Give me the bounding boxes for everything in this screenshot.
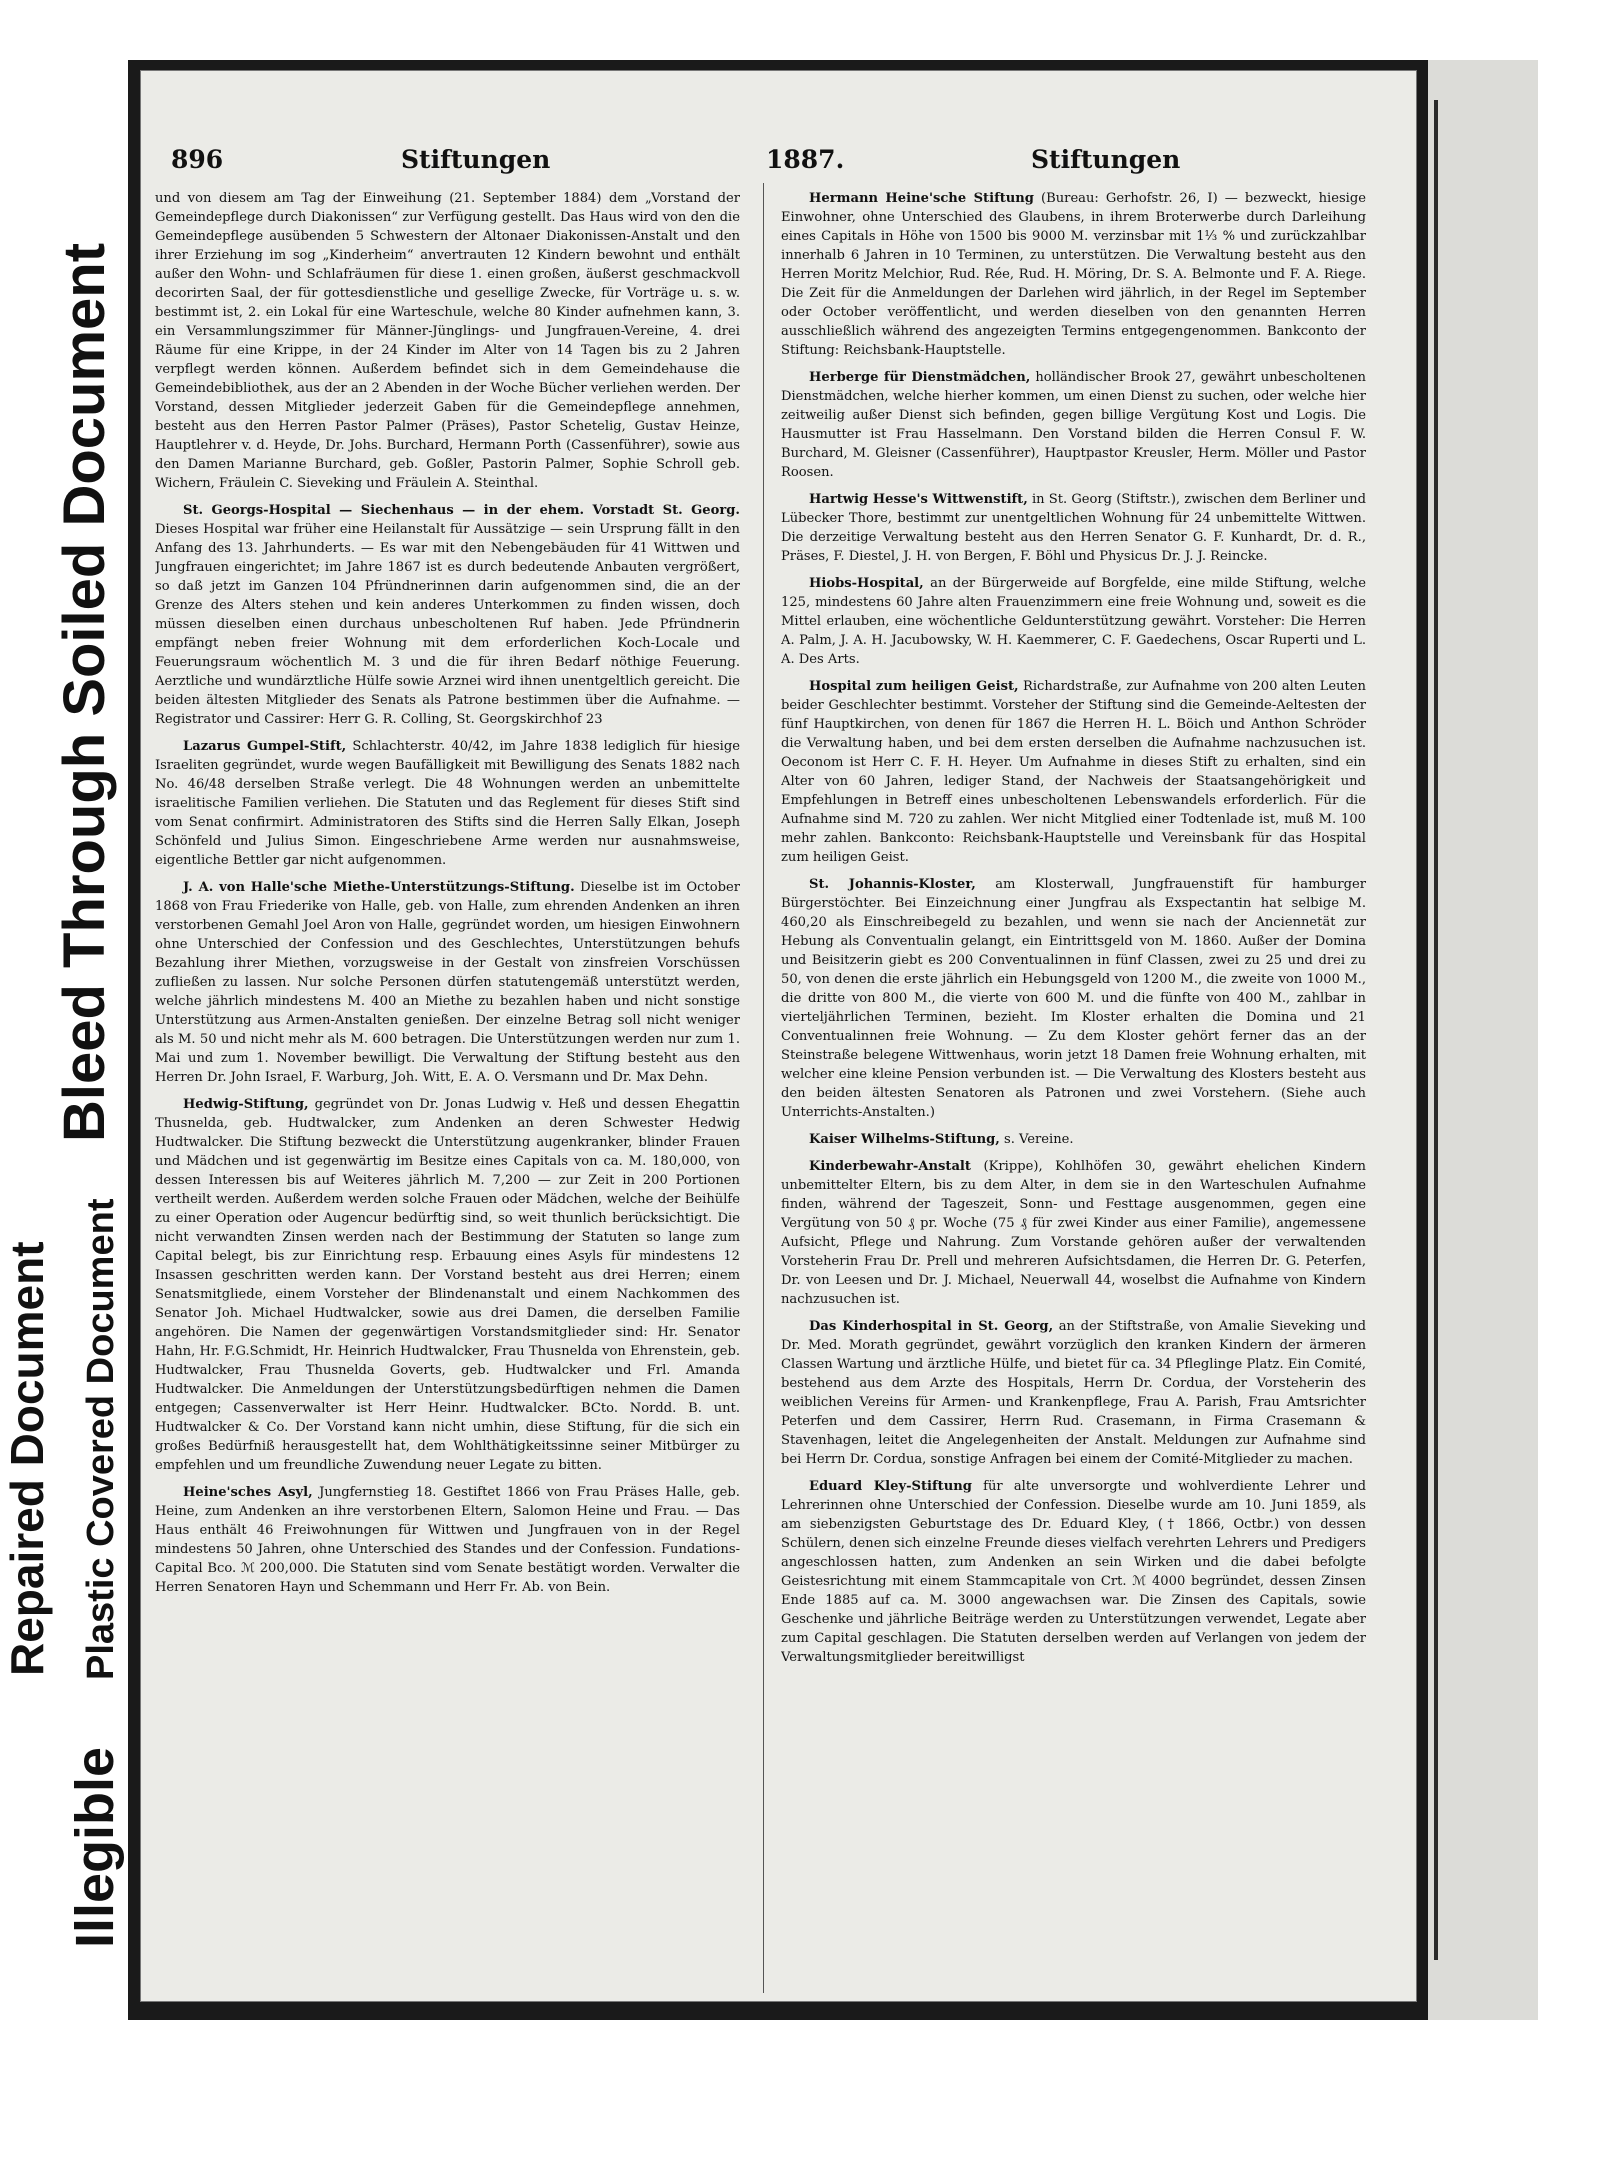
entry-title: Lazarus Gumpel-Stift, (183, 739, 347, 754)
scanned-page (128, 60, 1538, 2020)
document-condition-labels (0, 0, 130, 2177)
entry-title: J. A. von Halle'sche Miethe-Unterstützungs-Stiftung. (183, 880, 575, 895)
paragraph: Kaiser Wilhelms-Stiftung, s. Vereine. (809, 1132, 1074, 1147)
paragraph: J. A. von Halle'sche Miethe-Unterstützungs-Stiftung. Dieselbe ist im October 1868 von Frau Friederike von Halle, geb. von Halle, zum ehrenden Andenken an ihren verstorbenen Gemahl Joel Aron von Halle, gegründet worden, um hiesigen Einwohnern ohne Unterschied der Confession und des Geschlechtes, Unterstützungen behufs Bezahlung ihrer Miethen, vorzugsweise in der Gestalt von zinsfreien Vorschüssen zufließen zu lassen. Nur solche Personen dürfen statutengemäß unterstützt werden, welche jährlich mindestens M. 400 an Miethe zu bezahlen haben und nicht sonstige Unterstützung aus Armen-Anstalten genießen. Der einzelne Betrag soll nicht weniger als M. 50 und nicht mehr als M. 600 betragen. Die Unterstützungen werden nur zum 1. Mai und zum 1. November bewilligt. Die Verwaltung der Stiftung besteht aus den Herren Dr. John Israel, F. Warburg, Joh. Witt, E. A. O. Versmann und Dr. Max Dehn. (155, 880, 740, 1085)
paragraph: Heine'sches Asyl, Jungfernstieg 18. Gestiftet 1866 von Frau Präses Halle, geb. Heine, zum Andenken an ihre verstorbenen Eltern, Salomon Heine und Frau. — Das Haus enthält 46 Freiwohnungen für Wittwen und Jungfrauen von in der Regel mindestens 50 Jahren, ohne Unterschied des Standes und der Confession. Fundations-Capital Bco. ℳ 200,000. Die Statuten sind vom Senate bestätigt worden. Verwalter die Herren Senatoren Hayn und Schemmann und Herr Fr. Ab. von Bein. (155, 1485, 740, 1595)
paragraph: Lazarus Gumpel-Stift, Schlachterstr. 40/42, im Jahre 1838 lediglich für hiesige Israeliten gegründet, wurde wegen Baufälligkeit mit Bewilligung des Senats 1882 nach No. 46/48 derselben Straße verlegt. Die 48 Wohnungen werden an unbemittelte israelitische Familien verliehen. Die Statuten und das Reglement für dieses Stift sind vom Senat confirmirt. Administratoren des Stifts sind die Herren Sally Elkan, Joseph Schönfeld und Julius Simon. Eingeschriebene Arme werden nur ausnahmsweise, eigentliche Bettler gar nicht aufgenommen. (155, 739, 740, 868)
paragraph: Hermann Heine'sche Stiftung (Bureau: Gerhofstr. 26, I) — bezweckt, hiesige Einwohner, ohne Unterschied des Glaubens, in ihrem Broterwerbe durch Darleihung eines Capitals in Höhe von 1500 bis 9000 M. verzinsbar mit 1⅓ % und zurückzahlbar innerhalb 6 Jahren in 10 Terminen, zu unterstützen. Die Verwaltung besteht aus den Herren Moritz Melchior, Rud. Rée, Rud. H. Möring, Dr. S. A. Belmonte und F. A. Riege. Die Zeit für die Anmeldungen der Darlehen wird jährlich, in der Regel im September oder October veröffentlicht, und werden dieselben von den genannten Herren ausschließlich während des angezeigten Termins entgegengenommen. Bankconto der Stiftung: Reichsbank-Hauptstelle. (781, 191, 1366, 358)
entry-title: St. Johannis-Kloster, (809, 877, 976, 892)
paragraph: St. Johannis-Kloster, am Klosterwall, Jungfrauenstift für hamburger Bürgerstöchter. Bei Einzeichnung einer Jungfrau als Exspectantin hat selbige M. 460,20 als Einschreibegeld zu bezahlen, und wenn sie nach der Anciennetät zur Hebung als Conventualin gelangt, ein Eintrittsgeld von M. 1860. Außer der Domina und Beisitzerin giebt es 200 Conventualinnen in fünf Classen, zwei zu 25 und drei zu 50, von denen die erste jährlich ein Hebungsgeld von 1200 M., die zweite von 1000 M., die dritte von 800 M., die vierte von 600 M. und die fünfte von 400 M., zahlbar in vierteljährlichen Terminen, bezieht. Im Kloster erhalten die Domina und 21 Conventualinnen freie Wohnung. — Zu dem Kloster gehört ferner das an der Steinstraße belegene Wittwenhaus, worin jetzt 18 Damen freie Wohnung erhalten, mit welcher eine kleine Pension verbunden ist. — Die Verwaltung des Klosters besteht aus den beiden ältesten Senatoren als Patronen und zwei Vorstehern. (Siehe auch Unterrichts-Anstalten.) (781, 877, 1366, 1120)
column-divider (763, 183, 764, 1993)
paragraph: St. Georgs-Hospital — Siechenhaus — in der ehem. Vorstadt St. Georg. Dieses Hospital war früher eine Heilanstalt für Aussätzige — sein Ursprung fällt in den Anfang des 13. Jahrhunderts. — Es war mit den Nebengebäuden für 41 Wittwen und Jungfrauen eingerichtet; im Jahre 1867 ist es durch bedeutende Anbauten vergrößert, so daß jetzt im Ganzen 104 Pfründnerinnen darin aufgenommen sind, die an der Grenze des Alters stehen und kein anderes Unterkommen zu finden wissen, doch müssen dieselben einen durchaus unbescholtenen Ruf haben. Jede Pfründnerin empfängt neben freier Wohnung mit dem erforderlichen Koch-Locale und Feuerungsraum wöchentlich M. 3 und die für ihren Bedarf nöthige Feuerung. Aerztliche und wundärztliche Hülfe sowie Arznei wird ihnen unentgeltlich gereicht. Die beiden ältesten Mitglieder des Senats als Patrone bestimmen über die Aufnahme. — Registrator und Cassirer: Herr G. R. Colling, St. Georgskirchhof 23 (155, 503, 740, 727)
entry-title: Hospital zum heiligen Geist, (809, 679, 1019, 694)
entry-title: Kaiser Wilhelms-Stiftung, (809, 1132, 1000, 1147)
header-left-title: Stiftungen (401, 145, 551, 174)
left-column (155, 189, 740, 1989)
paragraph: Das Kinderhospital in St. Georg, an der Stiftstraße, von Amalie Sieveking und Dr. Med. Morath gegründet, gewährt vorzüglich den kranken Kindern der ärmeren Classen Wartung und ärztliche Hülfe, und bietet für ca. 34 Pfleglinge Platz. Ein Comité, bestehend aus dem Arzte des Hospitals, Herrn Dr. Cordua, der Vorsteherin des weiblichen Vereins für Armen- und Krankenpflege, Frau A. Parish, Frau Amtsrichter Peterfen und dem Cassirer, Herrn Rud. Crasemann, in Firma Crasemann & Stavenhagen, leitet die Angelegenheiten der Anstalt. Meldungen zur Aufnahme sind bei Herrn Dr. Cordua, sonstige Anfragen bei einem der Comité-Mitglieder zu machen. (781, 1319, 1366, 1467)
entry-title: Hedwig-Stiftung, (183, 1097, 309, 1112)
paragraph: und von diesem am Tag der Einweihung (21. September 1884) dem „Vorstand der Gemeindepflege durch Diakonissen“ zur Verfügung gestellt. Das Haus wird von den die Gemeindepflege ausübenden 5 Schwestern der Altonaer Diakonissen-Anstalt und den ihrer Erziehung im sog „Kinderheim“ anvertrauten 12 Kindern bewohnt und enthält außer den Wohn- und Schlafräumen für diese 1. einen großen, äußerst geschmackvoll decorirten Saal, der für gottesdienstliche und gesellige Zwecke, für Vorträge u. s. w. bestimmt ist, 2. ein Lokal für eine Warteschule, welche 80 Kinder aufnehmen kann, 3. ein Versammlungszimmer für Männer-Jünglings- und Jungfrauen-Vereine, 4. drei Räume für eine Krippe, in der 24 Kinder im Alter von 14 Tagen bis zu 2 Jahren verpflegt werden können. Außerdem befindet sich in dem Gemeindehause die Gemeindebibliothek, aus der an 2 Abenden in der Woche Bücher verliehen werden. Der Vorstand, dessen Mitglieder jederzeit Gaben für die Gemeindepflege annehmen, besteht aus den Herren Pastor Palmer (Präses), Pastor Schetelig, Gustav Heinze, Hauptlehrer v. d. Heyde, Dr. Johs. Burchard, Hermann Porth (Cassenführer), sowie aus den Damen Marianne Burchard, geb. Goßler, Pastorin Palmer, Sophie Schroll geb. Wichern, Fräulein C. Sieveking und Fräulein A. Steinthal. (155, 191, 740, 491)
paragraph: Kinderbewahr-Anstalt (Krippe), Kohlhöfen 30, gewährt ehelichen Kindern unbemittelter Eltern, bis zu dem Alter, in dem sie in den Warteschulen Aufnahme finden, während der Tageszeit, Sonn- und Festtage ausgenommen, gegen eine Vergütung von 50 ₰ pr. Woche (75 ₰ für zwei Kinder aus einer Familie), angemessene Aufsicht, Pflege und Nahrung. Zum Vorstande gehören außer der verwaltenden Vorsteherin Frau Dr. Prell und mehreren Aufsichtsdamen, die Herren Dr. G. Peterfen, Dr. von Leesen und Dr. J. Michael, Neuerwall 44, woselbst die Aufnahme von Kindern nachzusuchen ist. (781, 1159, 1366, 1307)
page-number: 896 (171, 145, 224, 174)
label-illegible: Illegible (65, 1746, 125, 1948)
entry-title: Hiobs-Hospital, (809, 576, 924, 591)
entry-title: Herberge für Dienstmädchen, (809, 370, 1031, 385)
page-header (171, 145, 1391, 185)
entry-title: Heine'sches Asyl, (183, 1485, 313, 1500)
adjacent-page-edge (1428, 60, 1538, 2020)
entry-title: St. Georgs-Hospital — Siechenhaus — in der ehem. Vorstadt St. Georg. (183, 503, 740, 518)
label-repaired: Repaired Document (1, 1241, 53, 1676)
entry-title: Kinderbewahr-Anstalt (809, 1159, 971, 1174)
label-plastic-covered: Plastic Covered Document (80, 1198, 122, 1680)
entry-title: Das Kinderhospital in St. Georg, (809, 1319, 1054, 1334)
paragraph: Hiobs-Hospital, an der Bürgerweide auf Borgfelde, eine milde Stiftung, welche 125, mindestens 60 Jahre alten Frauenzimmern eine freie Wohnung und, soweit es die Mittel erlauben, eine wöchentliche Geldunterstützung gewährt. Vorsteher: Die Herren A. Palm, J. A. H. Jacubowsky, W. H. Kaemmerer, C. F. Gaedechens, Oscar Ruperti und L. A. Des Arts. (781, 576, 1366, 667)
paragraph: Hartwig Hesse's Wittwenstift, in St. Georg (Stiftstr.), zwischen dem Berliner und Lübecker Thore, bestimmt zur unentgeltlichen Wohnung für 24 unbemittelte Wittwen. Die derzeitige Verwaltung besteht aus den Herren Senator G. F. Kunhardt, Dr. d. R., Präses, F. Diestel, J. H. von Bergen, F. Böhl und Physicus Dr. J. J. Reincke. (781, 492, 1366, 564)
book-page (140, 70, 1417, 2002)
paragraph: Hospital zum heiligen Geist, Richardstraße, zur Aufnahme von 200 alten Leuten beider Geschlechter bestimmt. Vorsteher der Stiftung sind die Gemeinde-Aeltesten der fünf Hauptkirchen, von denen für 1867 die Herren H. L. Böich und Anthon Schröder die Verwaltung haben, und bei dem ersten derselben die Aufnahme nachzusuchen ist. Oeconom ist Herr C. F. H. Heyer. Um Aufnahme in dieses Stift zu erhalten, sind ein Alter von 60 Jahren, lediger Stand, der Nachweis der Staatsangehörigkeit und Empfehlungen in Betreff eines unbescholtenen Lebenswandels erforderlich. Für die Aufnahme sind M. 720 zu zahlen. Wer nicht Mitglied einer Todtenlade ist, muß M. 100 mehr zahlen. Bankconto: Reichsbank-Hauptstelle und Vereinsbank für das Hospital zum heiligen Geist. (781, 679, 1366, 865)
entry-title: Eduard Kley-Stiftung (809, 1479, 972, 1494)
paragraph: Eduard Kley-Stiftung für alte unversorgte und wohlverdiente Lehrer und Lehrerinnen ohne Unterschied der Confession. Dieselbe wurde am 10. Juni 1859, als am siebenzigsten Geburtstage des Dr. Eduard Kley, († 1866, Octbr.) von dessen Schülern, denen sich einzelne Freunde dieses vielfach verehrten Lehrers und Predigers angeschlossen hatten, zum Andenken an sein Wirken und die dabei befolgte Geistesrichtung mit einem Stammcapitale von Crt. ℳ 4000 begründet, dessen Zinsen Ende 1885 auf ca. M. 3000 angewachsen war. Die Zinsen des Capitals, sowie Geschenke und jährliche Beiträge werden zu Unterstützungen verwendet, Legate aber zum Capital geschlagen. Die Statuten derselben werden auf Verlangen von jedem der Verwaltungsmitglieder bereitwilligst (781, 1479, 1366, 1665)
label-bleed-through: Bleed Through Soiled Document (52, 242, 117, 1142)
entry-title: Hermann Heine'sche Stiftung (809, 191, 1034, 206)
entry-title: Hartwig Hesse's Wittwenstift, (809, 492, 1028, 507)
paragraph: Herberge für Dienstmädchen, holländischer Brook 27, gewährt unbescholtenen Dienstmädchen, welche hierher kommen, um einen Dienst zu suchen, oder welche hier zeitweilig außer Dienst sich befinden, gegen billige Vergütung Kost und Logis. Die Hausmutter ist Frau Hasselmann. Den Vorstand bilden die Herren Consul F. W. Burchard, M. Gleisner (Cassenführer), Hauptpastor Kreusler, Herm. Möller und Pastor Roosen. (781, 370, 1366, 480)
header-right-title: Stiftungen (1031, 145, 1181, 174)
paragraph: Hedwig-Stiftung, gegründet von Dr. Jonas Ludwig v. Heß und dessen Ehegattin Thusnelda, geb. Hudtwalcker, zum Andenken an deren Schwester Hedwig Hudtwalcker. Die Stiftung bezweckt die Unterstützung augenkranker, blinder Frauen und Mädchen und ist gegenwärtig im Besitze eines Capitals von ca. M. 180,000, von dessen Interessen bis auf Weiteres jährlich M. 7,200 — zur Zeit in 200 Portionen vertheilt werden. Außerdem werden solche Frauen oder Mädchen, welche der Beihülfe zu einer Operation oder Augencur bedürftig sind, so weit thunlich berücksichtigt. Die nicht verwandten Zinsen werden nach der Bestimmung der Statuten so lange zum Capital belegt, bis zur Einrichtung resp. Erbauung eines Asyls für mindestens 12 Insassen geschritten werden kann. Der Vorstand besteht aus drei Herren; einem Senatsmitgliede, einem Vorsteher der Blindenanstalt und einem Nachkommen des Senator Joh. Michael Hudtwalcker, sowie aus drei Damen, die derselben Familie angehören. Die Namen der gegenwärtigen Vorstandsmitglieder sind: Hr. Senator Hahn, Hr. F.G.Schmidt, Hr. Heinrich Hudtwalcker, Frau Thusnelda von Ehrenstein, geb. Hudtwalcker, Frau Thusnelda Goverts, geb. Hudtwalcker und Frl. Amanda Hudtwalcker. Die Anmeldungen der Unterstützungsbedürftigen nehmen die Damen entgegen; Cassenverwalter ist Herr Heinr. Hudtwalcker. BCto. Nordd. B. unt. Hudtwalcker & Co. Der Vorstand kann nicht umhin, diese Stiftung, für die sich ein großes Bedürfniß herausgestellt hat, dem Wohlthätigkeitssinne seiner Mitbürger zu empfehlen und um freundliche Zuwendung neuer Legate zu bitten. (155, 1097, 740, 1473)
right-column (781, 189, 1366, 1989)
header-year: 1887. (766, 145, 845, 174)
